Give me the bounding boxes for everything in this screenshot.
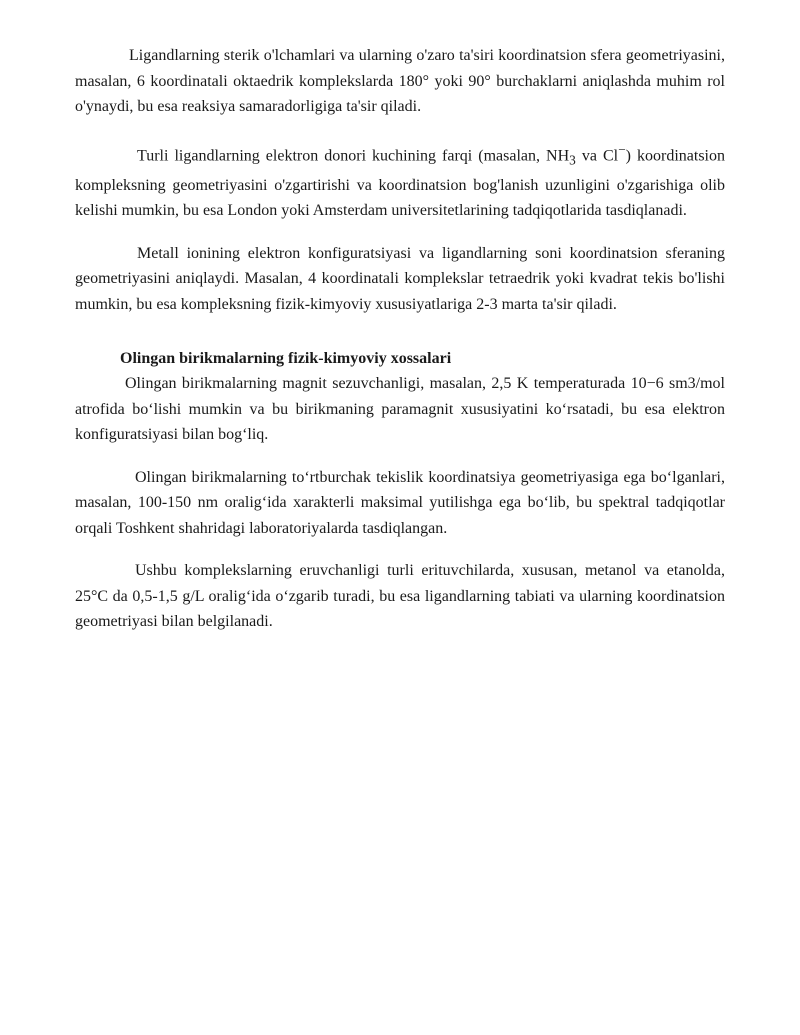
paragraph-ligand-sterics: Ligandlarning sterik o'lchamlari va ularning o'zaro ta'siri koordinatsion sfera geometriyasini, masalan, 6 koordinatali oktaedrik komplekslarda 180° yoki 90° burchaklarni aniqlashda muhim rol o'ynaydi, bu esa reaksiya samaradorligiga ta'sir qiladi. — [75, 47, 725, 115]
section-heading: Olingan birikmalarning fizik-kimyoviy xossalari — [120, 350, 452, 368]
paragraph-square-planar: Olingan birikmalarning toʻrtburchak tekislik koordinatsiya geometriyasiga ega boʻlganlari, masalan, 100-150 nm oraligʻida xarakterli maksimal yutilishga ega boʻlib, bu spektral tadqiqotlar orqali Toshkent shahridagi laboratoriyalarda tasdiqlangan. — [75, 468, 725, 537]
subscript-3: 3 — [569, 152, 576, 168]
paragraph-electron-donor-text-3: ) koordinatsion kompleksning geometriyasini o'zgartirishi va koordinatsion bog'lanish uzunligini o'zgarishiga olib kelishi mumkin, bu esa London yoki Amsterdam universitetlarining tadqiqotlarida tasdiqlanadi. — [75, 146, 726, 220]
paragraph-solubility: Ushbu komplekslarning eruvchanligi turli erituvchilarda, xususan, metanol va etanolda, 25°C da 0,5-1,5 g/L oraligʻida oʻzgarib turadi, bu esa ligandlarning tabiati va ularning koordinatsion geometriyasi bilan belgilanadi. — [75, 562, 725, 631]
paragraph-metal-ion: Metall ionining elektron konfiguratsiyasi va ligandlarning soni koordinatsion sferaning geometriyasini aniqlaydi. Masalan, 4 koordinatali komplekslar tetraedrik yoki kvadrat tekis bo'lishi mumkin, bu esa kompleksning fizik-kimyoviy xususiyatlariga 2-3 marta ta'sir qiladi. — [75, 244, 725, 313]
paragraph-electron-donor-text-2: va Cl — [575, 146, 619, 164]
paragraph-magnetic: Olingan birikmalarning magnit sezuvchanligi, masalan, 2,5 K temperaturada 10−6 sm3/mol atrofida boʻlishi mumkin va bu birikmaning paramagnit xususiyatini koʻrsatadi, bu esa elektron konfiguratsiyasi bilan bogʻliq. — [75, 375, 725, 444]
paragraph-electron-donor-text-1: Turli ligandlarning elektron donori kuchining farqi (masalan, NH — [137, 146, 570, 164]
superscript-minus: − — [618, 141, 626, 157]
document-page — [75, 43, 725, 652]
paragraph-electron-donor — [75, 137, 725, 224]
